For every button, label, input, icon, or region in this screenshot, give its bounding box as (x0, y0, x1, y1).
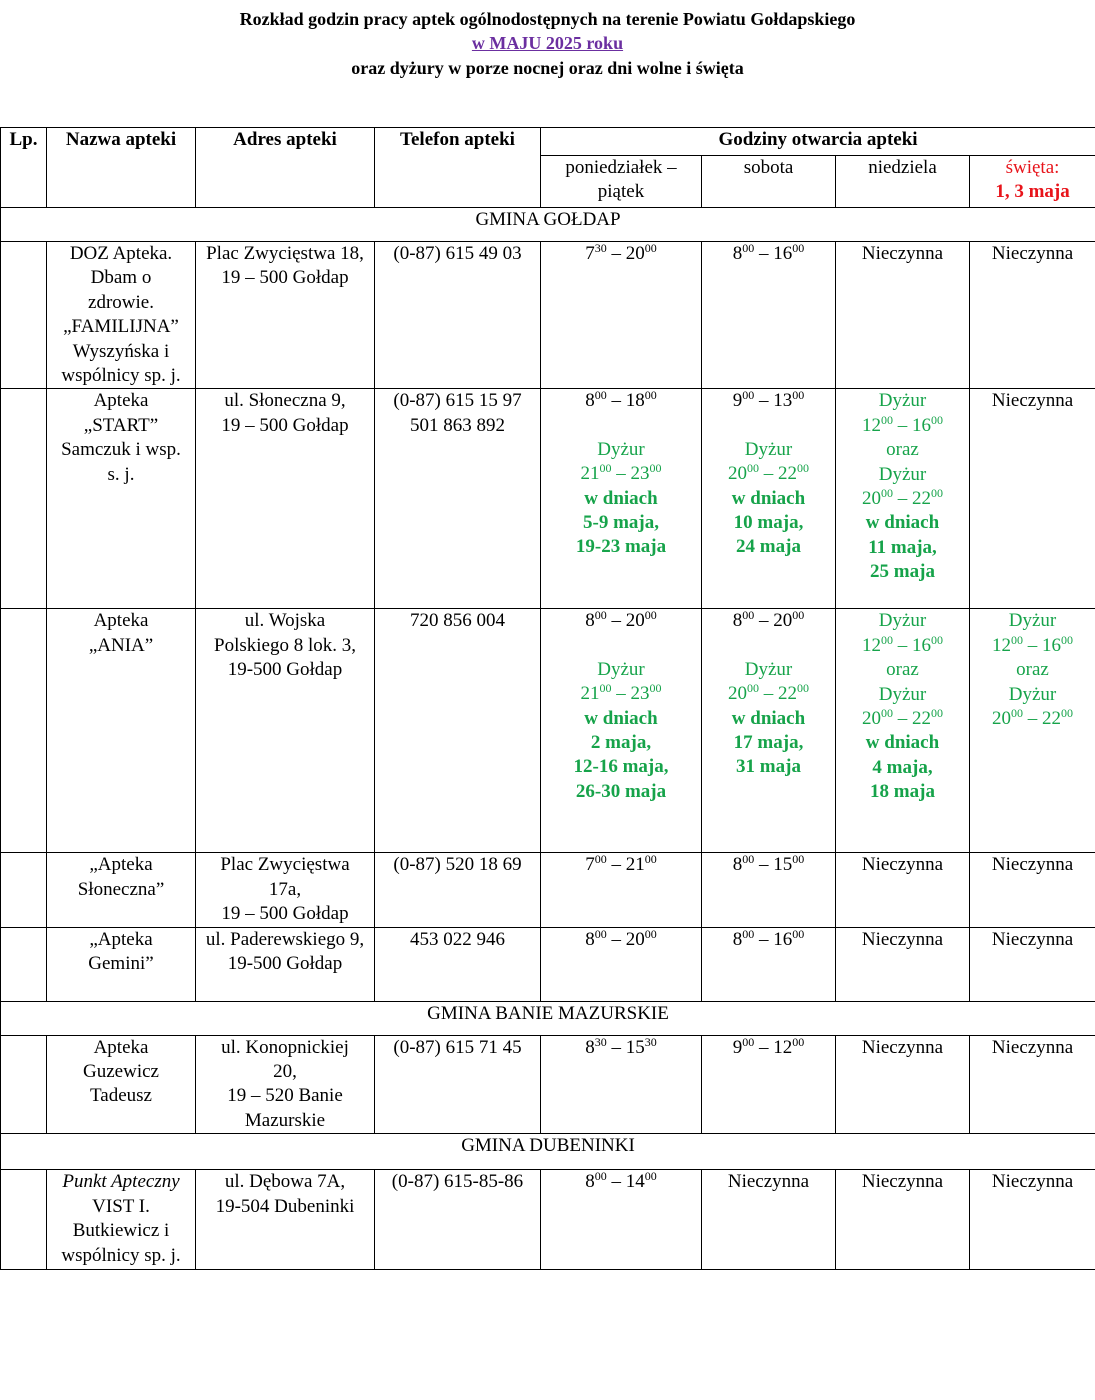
name-line: zdrowie. (88, 291, 154, 313)
weekdays-cell (541, 1170, 702, 1270)
sunday-cell: Nieczynna (836, 927, 970, 1001)
address-line: 17a, (268, 878, 302, 900)
weekdays-cell (541, 389, 702, 609)
weekday-hours: $7^{30} - 20^{00}$ (585, 241, 657, 264)
duty-label: Dyżur (878, 463, 927, 485)
name-line: „FAMILIJNA” (63, 316, 179, 338)
saturday-cell (702, 927, 836, 1001)
header-row (1, 128, 1095, 156)
duty-days-label: w dniach (731, 707, 806, 729)
phone-cell (375, 927, 541, 1001)
address-cell (196, 389, 375, 609)
lp-cell (1, 389, 47, 609)
name-line: DOZ Apteka. (69, 243, 173, 264)
col-lp-header: Lp. (1, 128, 47, 208)
weekdays-cell (541, 927, 702, 1001)
phone-cell (375, 389, 541, 609)
saturday-hours: $8^{00} - 15^{00}$ (732, 852, 805, 876)
address-line: 19 – 500 Gołdap (221, 903, 349, 925)
duty-date: 26-30 maja (575, 780, 667, 802)
duty-label: Dyżur (878, 683, 927, 705)
duty-label: Dyżur (1008, 683, 1057, 705)
name-line: Butkiewicz i (72, 1220, 170, 1242)
weekday-hours: $8^{30} - 15^{30}$ (585, 1035, 657, 1058)
address-cell (196, 927, 375, 1001)
address-line: Plac Zwycięstwa 18, (206, 243, 364, 264)
duty-hours: $20^{00} - 22^{00}$ (728, 681, 809, 705)
saturday-cell (702, 242, 836, 389)
holiday-cell: Nieczynna (970, 853, 1095, 927)
duty-days-label: w dniach (731, 487, 806, 509)
name-line: Apteka (93, 610, 149, 632)
duty-and: oraz (1016, 659, 1049, 681)
duty-date: 19-23 maja (575, 536, 667, 558)
name-line: wspólnicy sp. j. (61, 1244, 181, 1266)
duty-days-label: w dniach (865, 732, 940, 754)
duty-label: Dyżur (597, 438, 645, 460)
col-hours-header: Godziny otwarcia apteki (541, 128, 1095, 156)
holiday-cell: Nieczynna (970, 389, 1095, 609)
lp-cell (1, 609, 47, 853)
duty-hours: $20^{00} - 22^{00}$ (992, 706, 1074, 730)
document-title: Rozkład godzin pracy aptek ogólnodostępnych na terenie Powiatu Gołdapskiego (239, 9, 856, 29)
address-cell (196, 242, 375, 389)
sunday-cell (836, 389, 970, 609)
name-line: „ANIA” (88, 634, 154, 656)
lp-cell (1, 1035, 47, 1134)
phone-cell (375, 853, 541, 927)
pharmacy-row (1, 853, 1095, 927)
address-cell (196, 853, 375, 927)
address-cell (196, 609, 375, 853)
duty-date: 24 maja (736, 536, 801, 558)
pharmacy-row (1, 389, 1095, 609)
duty-label: Dyżur (744, 658, 793, 680)
phone-number: (0-87) 615 15 97 (393, 390, 522, 412)
address-line: 19 – 520 Banie (227, 1085, 343, 1107)
saturday-hours: $8^{00} - 16^{00}$ (732, 927, 805, 950)
phone-number: (0-87) 615 49 03 (393, 243, 522, 264)
name-line: Gemini” (88, 953, 154, 975)
address-line: ul. Wojska (244, 610, 326, 632)
sunday-cell: Nieczynna (836, 1035, 970, 1134)
weekday-hours: $8^{00} - 20^{00}$ (585, 608, 657, 632)
saturday-hours: $9^{00} - 13^{00}$ (732, 388, 805, 412)
name-line: VIST I. (92, 1195, 150, 1217)
weekdays-cell (541, 242, 702, 389)
section-title: GMINA BANIE MAZURSKIE (1, 1001, 1095, 1035)
col-saturday-header: sobota (702, 156, 836, 208)
sunday-cell (836, 609, 970, 853)
sunday-cell: Nieczynna (836, 1170, 970, 1270)
name-line: wspólnicy sp. j. (61, 365, 181, 387)
col-sunday-header: niedziela (836, 156, 970, 208)
pharmacy-schedule-table (0, 127, 1095, 1270)
address-line: Mazurskie (244, 1109, 326, 1131)
duty-and: oraz (886, 439, 919, 461)
saturday-hours: $8^{00} - 16^{00}$ (732, 241, 805, 264)
duty-label: Dyżur (1008, 610, 1057, 632)
duty-date: 17 maja, (733, 732, 804, 754)
duty-date: 25 maja (870, 561, 935, 583)
weekdays-cell (541, 1035, 702, 1134)
duty-days-label: w dniach (865, 512, 940, 534)
saturday-hours: $8^{00} - 20^{00}$ (732, 608, 805, 632)
phone-cell (375, 1035, 541, 1134)
section-title: GMINA GOŁDAP (1, 208, 1095, 242)
name-line: Wyszyńska i (72, 340, 170, 362)
address-line: 19 – 500 Gołdap (221, 267, 349, 289)
lp-cell (1, 927, 47, 1001)
duty-date: 18 maja (870, 781, 935, 803)
pharmacy-row (1, 1035, 1095, 1134)
address-line: 19-500 Gołdap (227, 953, 343, 975)
saturday-cell: Nieczynna (702, 1170, 836, 1270)
name-cell (47, 1170, 196, 1270)
name-cell (47, 1035, 196, 1134)
holidays-label: święta: (1005, 157, 1060, 178)
weekday-hours: $8^{00} - 14^{00}$ (585, 1169, 657, 1193)
duty-date: 4 maja, (872, 756, 933, 778)
holiday-cell: Nieczynna (970, 1170, 1095, 1270)
address-line: ul. Konopnickiej (221, 1036, 349, 1058)
saturday-cell (702, 609, 836, 853)
duty-hours: $20^{00} - 22^{00}$ (728, 461, 809, 485)
duty-label: Dyżur (878, 610, 927, 632)
duty-hours: $20^{00} - 22^{00}$ (862, 486, 943, 510)
section-row (1, 1001, 1095, 1035)
phone-number: 501 863 892 (410, 414, 505, 436)
duty-hours: $12^{00} - 16^{00}$ (862, 412, 943, 436)
duty-label: Dyżur (878, 390, 927, 412)
document-month-link: w MAJU 2025 roku (471, 33, 624, 53)
phone-cell (375, 609, 541, 853)
duty-label: Dyżur (744, 438, 793, 460)
col-name-header: Nazwa apteki (47, 128, 196, 208)
lp-cell (1, 1170, 47, 1270)
duty-date: 12-16 maja, (573, 756, 669, 778)
name-cell (47, 853, 196, 927)
weekdays-cell (541, 609, 702, 853)
saturday-cell (702, 853, 836, 927)
name-line: Tadeusz (90, 1085, 152, 1107)
phone-cell (375, 1170, 541, 1270)
duty-hours: $12^{00} - 16^{00}$ (992, 632, 1074, 656)
name-cell (47, 389, 196, 609)
name-line: Słoneczna” (77, 878, 165, 900)
duty-date: 5-9 maja, (583, 512, 659, 534)
saturday-hours: $9^{00} - 12^{00}$ (732, 1035, 805, 1058)
holiday-cell: Nieczynna (970, 927, 1095, 1001)
phone-number: 720 856 004 (410, 610, 505, 632)
phone-number: (0-87) 615 71 45 (393, 1036, 522, 1058)
col-address-header: Adres apteki (196, 128, 375, 208)
saturday-cell (702, 389, 836, 609)
duty-hours: $12^{00} - 16^{00}$ (862, 632, 943, 656)
address-cell (196, 1170, 375, 1270)
name-line: „Apteka (89, 928, 153, 950)
phone-number: (0-87) 520 18 69 (393, 854, 522, 876)
col-phone-header: Telefon apteki (375, 128, 541, 208)
name-line: Punkt Apteczny (62, 1171, 180, 1193)
address-line: 19-504 Dubeninki (215, 1195, 355, 1217)
address-line: ul. Dębowa 7A, (224, 1171, 346, 1193)
sunday-cell: Nieczynna (836, 242, 970, 389)
name-line: Samczuk i wsp. (61, 439, 181, 461)
address-line: Polskiego 8 lok. 3, (214, 634, 356, 656)
duty-days-label: w dniach (584, 487, 658, 509)
weekday-hours: $8^{00} - 20^{00}$ (585, 927, 657, 950)
duty-hours: $21^{00} - 23^{00}$ (580, 681, 662, 705)
holiday-cell (970, 609, 1095, 853)
document-subtitle: oraz dyżury w porze nocnej oraz dni wolne i święta (351, 58, 744, 78)
pharmacy-row (1, 927, 1095, 1001)
address-line: 19 – 500 Gołdap (221, 414, 349, 436)
phone-number: (0-87) 615-85-86 (391, 1171, 524, 1193)
lp-cell (1, 853, 47, 927)
duty-days-label: w dniach (584, 707, 658, 729)
duty-hours: $20^{00} - 22^{00}$ (862, 706, 943, 730)
lp-cell (1, 242, 47, 389)
duty-date: 31 maja (736, 756, 801, 778)
section-row (1, 1134, 1095, 1170)
weekday-hours: $7^{00} - 21^{00}$ (585, 852, 657, 876)
address-cell (196, 1035, 375, 1134)
phone-cell (375, 242, 541, 389)
name-cell (47, 927, 196, 1001)
weekdays-cell (541, 853, 702, 927)
name-line: s. j. (107, 463, 135, 485)
address-line: ul. Słoneczna 9, (224, 390, 346, 412)
saturday-cell (702, 1035, 836, 1134)
name-line: Apteka (93, 390, 149, 412)
name-line: „Apteka (89, 854, 153, 876)
duty-label: Dyżur (597, 658, 645, 680)
duty-hours: $21^{00} - 23^{00}$ (580, 461, 662, 485)
duty-date: 2 maja, (590, 732, 652, 754)
col-weekdays-header: poniedziałek – piątek (541, 156, 702, 208)
address-line: ul. Paderewskiego 9, (205, 928, 365, 950)
document-month (0, 32, 1095, 55)
name-line: Apteka (93, 1036, 149, 1058)
holiday-cell: Nieczynna (970, 242, 1095, 389)
name-line: Dbam o (90, 267, 152, 289)
holidays-dates: 1, 3 maja (995, 181, 1070, 203)
name-line: Guzewicz (83, 1061, 159, 1083)
name-cell (47, 242, 196, 389)
sunday-cell: Nieczynna (836, 853, 970, 927)
holiday-cell: Nieczynna (970, 1035, 1095, 1134)
pharmacy-row (1, 609, 1095, 853)
duty-and: oraz (886, 659, 919, 681)
address-line: 20, (273, 1061, 297, 1083)
address-line: Plac Zwycięstwa (220, 854, 350, 876)
phone-number: 453 022 946 (410, 928, 505, 950)
duty-date: 11 maja, (868, 536, 937, 558)
weekday-hours: $8^{00} - 18^{00}$ (585, 388, 657, 412)
name-line: „START” (83, 414, 159, 436)
section-title: GMINA DUBENINKI (1, 1134, 1095, 1170)
duty-date: 10 maja, (733, 512, 804, 534)
pharmacy-row (1, 1170, 1095, 1270)
address-line: 19-500 Gołdap (227, 659, 343, 681)
col-holidays-header (970, 156, 1095, 208)
section-row (1, 208, 1095, 242)
name-cell (47, 609, 196, 853)
pharmacy-row (1, 242, 1095, 389)
